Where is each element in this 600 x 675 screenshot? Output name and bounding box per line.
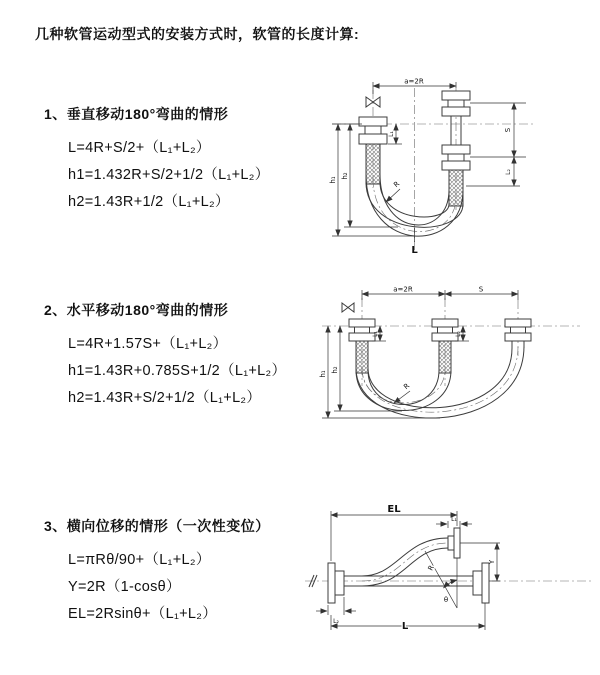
dim-label-angle: θ: [443, 596, 449, 604]
flange-right-upper: [448, 528, 460, 558]
dim-label-h1: h₁: [319, 370, 327, 378]
diagram-vertical-180-bend: [318, 76, 583, 258]
flange-fitting-right-lower: [442, 145, 470, 206]
formula-line: h2=1.43R+1/2（L₁+L₂）: [68, 194, 230, 210]
dim-label-radius: R: [426, 564, 436, 573]
dimension-travel-s: [470, 103, 526, 157]
section-vertical-180: [44, 104, 270, 214]
dim-label-h2: h₂: [341, 172, 349, 180]
flange-fitting-left: [359, 117, 387, 184]
dimension-span: [362, 286, 445, 300]
flange-fitting-right: [505, 319, 531, 348]
dim-label-span: a=2R: [393, 286, 413, 294]
section-heading: 2、水平移动180°弯曲的情形: [44, 302, 229, 318]
flange-fitting-center: [432, 319, 458, 373]
formula-line: L=πRθ/90+（L₁+L₂）: [68, 552, 211, 568]
dim-label-joint-center: L₂: [455, 331, 462, 337]
formula-line: L=4R+1.57S+（L₁+L₂）: [68, 336, 228, 352]
hose-s-curve: [362, 538, 448, 586]
section-horizontal-180: [44, 300, 286, 410]
dim-label-el: EL: [387, 504, 401, 515]
dim-label-travel: S: [504, 127, 512, 133]
dim-label-h2: h₂: [331, 366, 339, 374]
dim-label-length: L: [401, 621, 409, 632]
formula-line: EL=2Rsinθ+（L₁+L₂）: [68, 606, 218, 622]
dimension-joint-left: [316, 597, 356, 625]
diagram-lateral-displacement: [300, 503, 600, 638]
section-heading: 3、横向位移的情形（一次性变位）: [44, 518, 270, 534]
radius-leader: [394, 382, 411, 403]
radius-construction: [425, 551, 457, 608]
length-label-group: [411, 228, 418, 256]
dim-label-span: a=2R: [404, 77, 424, 86]
dim-label-radius: R: [392, 179, 402, 190]
section-heading: 1、垂直移动180°弯曲的情形: [44, 106, 229, 122]
diagram-horizontal-180-bend: [312, 286, 592, 448]
page-title: 几种软管运动型式的安装方式时，软管的长度计算:: [35, 26, 360, 42]
dim-label-radius: R: [402, 381, 412, 392]
section-lateral-displacement: [44, 516, 270, 626]
dimension-joint-top: [436, 516, 472, 528]
dim-label-joint-left: L₂: [333, 618, 339, 625]
dim-label-y: Y: [488, 559, 496, 565]
centerlines: [332, 88, 533, 252]
radius-leader: [386, 180, 401, 202]
dim-label-joint-left: L₁: [372, 331, 379, 337]
dim-label-h1: h₁: [329, 176, 337, 184]
dimension-joint-right: [466, 157, 520, 186]
valve-icon: [342, 303, 354, 312]
dim-label-length: L: [411, 245, 418, 256]
dimension-travel-s: [445, 286, 518, 300]
flange-right-lower: [460, 563, 489, 603]
formula-line: Y=2R（1-cosθ）: [68, 579, 181, 595]
formula-line: h1=1.43R+0.785S+1/2（L₁+L₂）: [68, 363, 287, 379]
dim-label-travel: S: [478, 286, 484, 294]
dim-label-joint-left: L₁: [388, 131, 395, 137]
dim-label-joint-top: L₁: [451, 516, 457, 523]
dimension-el: [331, 504, 457, 561]
flange-fitting-left: [349, 319, 375, 373]
flange-left: [328, 563, 362, 603]
formula-line: h2=1.43R+S/2+1/2（L₁+L₂）: [68, 390, 262, 406]
dimension-length: [331, 603, 485, 632]
dim-label-joint-right: L₂: [505, 169, 512, 175]
dimension-joint-left: [388, 124, 402, 144]
formula-line: L=4R+S/2+（L₁+L₂）: [68, 140, 211, 156]
formula-line: h1=1.432R+S/2+1/2（L₁+L₂）: [68, 167, 270, 183]
